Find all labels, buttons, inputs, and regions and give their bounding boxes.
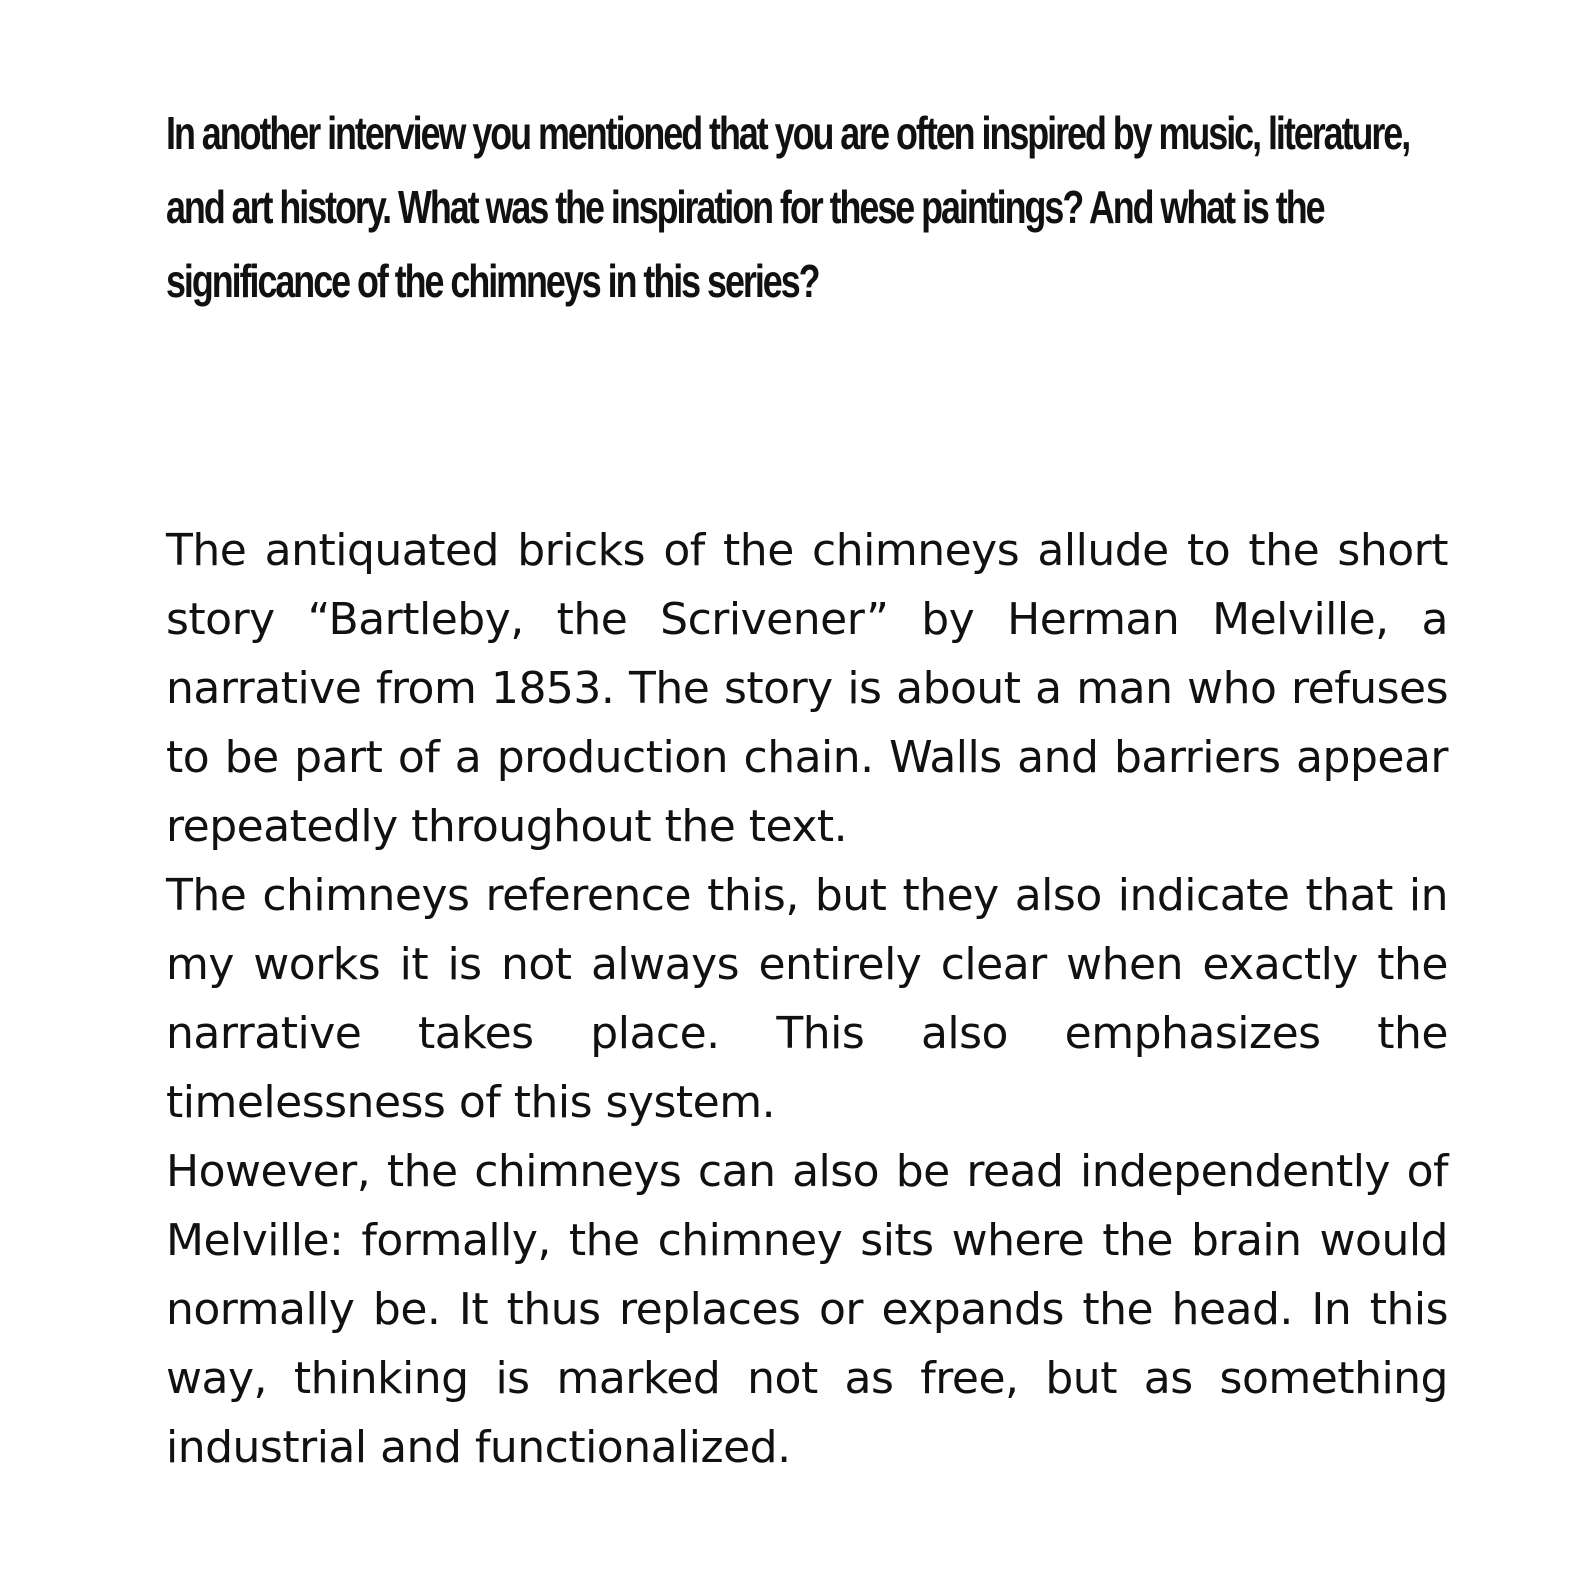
answer-paragraph-1: The antiquated bricks of the chimneys allude to the short story “Bartleby, the Scrivener” by Herman Melville, a narrative from 1853. The story is about a man who refuses to be part of a production chain. Walls and barriers appear repeatedly throughout the text. xyxy=(166,525,1448,852)
interview-question: In another interview you mentioned that you are often inspired by music, literature, and art history. What was the inspiration for these paintings? And what is the significance of the chimneys in this series? xyxy=(166,107,1410,307)
interview-page xyxy=(166,96,1448,1473)
interview-answer xyxy=(166,516,1448,1482)
answer-paragraph-3: However, the chimneys can also be read independently of Melville: formally, the chimney sits where the brain would normally be. It thus replaces or expands the head. In this way, thinking is marked not as free, but as something industrial and functionalized. xyxy=(166,1146,1448,1473)
answer-paragraph-2: The chimneys reference this, but they also indicate that in my works it is not always entirely clear when exactly the narrative takes place. This also emphasizes the timelessness of this system. xyxy=(166,870,1448,1128)
